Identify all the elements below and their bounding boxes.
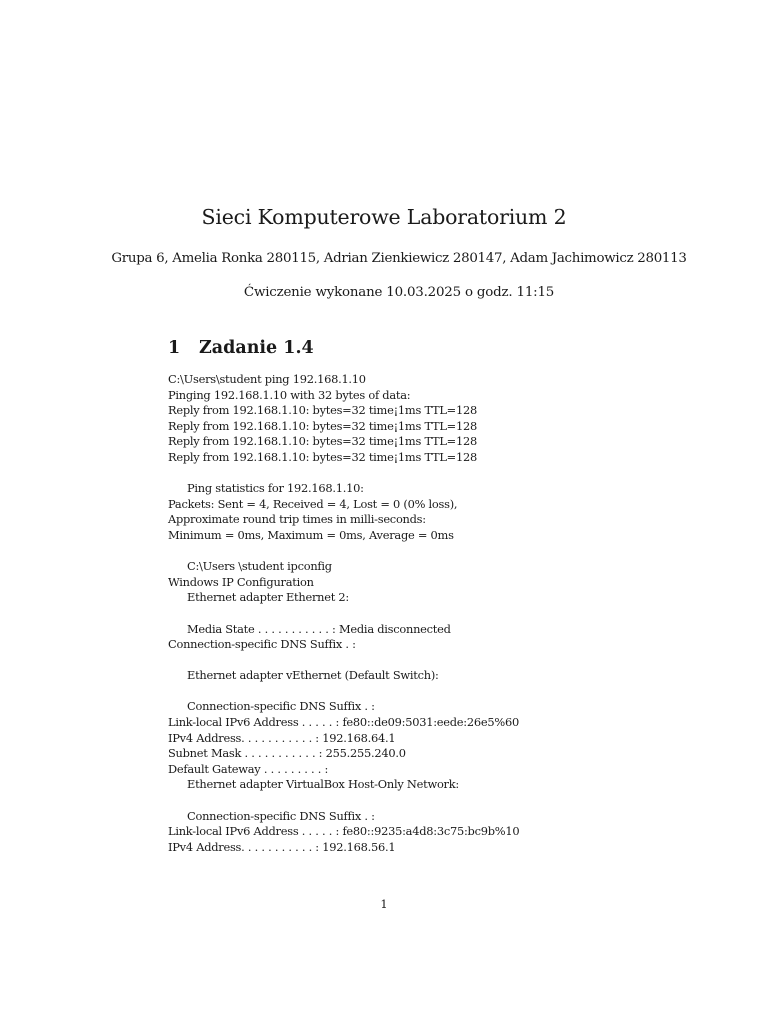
adapter2-ipv6: Link-local IPv6 Address . . . . . : fe80::de09:5031:eede:26e5%60 [168,715,519,730]
ping-reply: Reply from 192.168.1.10: bytes=32 time¡1ms TTL=128 [168,418,477,433]
ping-packets: Packets: Sent = 4, Received = 4, Lost = 0 (0% loss), [168,496,458,511]
adapter3-dns-suffix: Connection-specific DNS Suffix . : [187,808,375,823]
section-heading [168,338,314,358]
document-title: Sieci Komputerowe Laboratorium 2 [201,205,567,229]
ping-stats-title: Ping statistics for 192.168.1.10: [187,481,364,496]
section-title: Zadanie 1.4 [199,338,314,358]
ping-reply: Reply from 192.168.1.10: bytes=32 time¡1ms TTL=128 [168,434,477,449]
adapter1-media-state: Media State . . . . . . . . . . . : Media disconnected [187,621,451,636]
ping-reply: Reply from 192.168.1.10: bytes=32 time¡1ms TTL=128 [168,449,477,464]
adapter1-dns-suffix: Connection-specific DNS Suffix . : [168,637,356,652]
adapter2-subnet-mask: Subnet Mask . . . . . . . . . . . : 255.255.240.0 [168,746,406,761]
ping-rtt-title: Approximate round trip times in milli-seconds: [168,512,426,527]
adapter2-dns-suffix: Connection-specific DNS Suffix . : [187,699,375,714]
ping-header: Pinging 192.168.1.10 with 32 bytes of data: [168,387,411,402]
adapter3-title: Ethernet adapter VirtualBox Host-Only Network: [187,777,459,792]
adapter1-title: Ethernet adapter Ethernet 2: [187,590,350,605]
document-date: Ćwiczenie wykonane 10.03.2025 o godz. 11:15 [243,285,555,300]
ping-reply: Reply from 192.168.1.10: bytes=32 time¡1ms TTL=128 [168,403,477,418]
ping-command: C:\Users\student ping 192.168.1.10 [168,372,366,386]
adapter3-ipv6: Link-local IPv6 Address . . . . . : fe80::9235:a4d8:3c75:bc9b%10 [168,824,520,839]
adapter2-gateway: Default Gateway . . . . . . . . . : [168,761,329,776]
document-authors: Grupa 6, Amelia Ronka 280115, Adrian Zienkiewicz 280147, Adam Jachimowicz 280113 [111,251,687,266]
adapter2-ipv4: IPv4 Address. . . . . . . . . . . : 192.168.64.1 [168,730,396,745]
ipconfig-header: Windows IP Configuration [168,574,314,589]
ipconfig-command: C:\Users \student ipconfig [187,559,332,574]
adapter3-ipv4: IPv4 Address. . . . . . . . . . . : 192.168.56.1 [168,839,396,854]
adapter2-title: Ethernet adapter vEthernet (Default Switch): [187,668,439,683]
section-number: 1 [168,338,181,358]
ping-rtt: Minimum = 0ms, Maximum = 0ms, Average = 0ms [168,527,454,542]
section-body [168,372,728,855]
page-number: 1 [380,897,388,911]
